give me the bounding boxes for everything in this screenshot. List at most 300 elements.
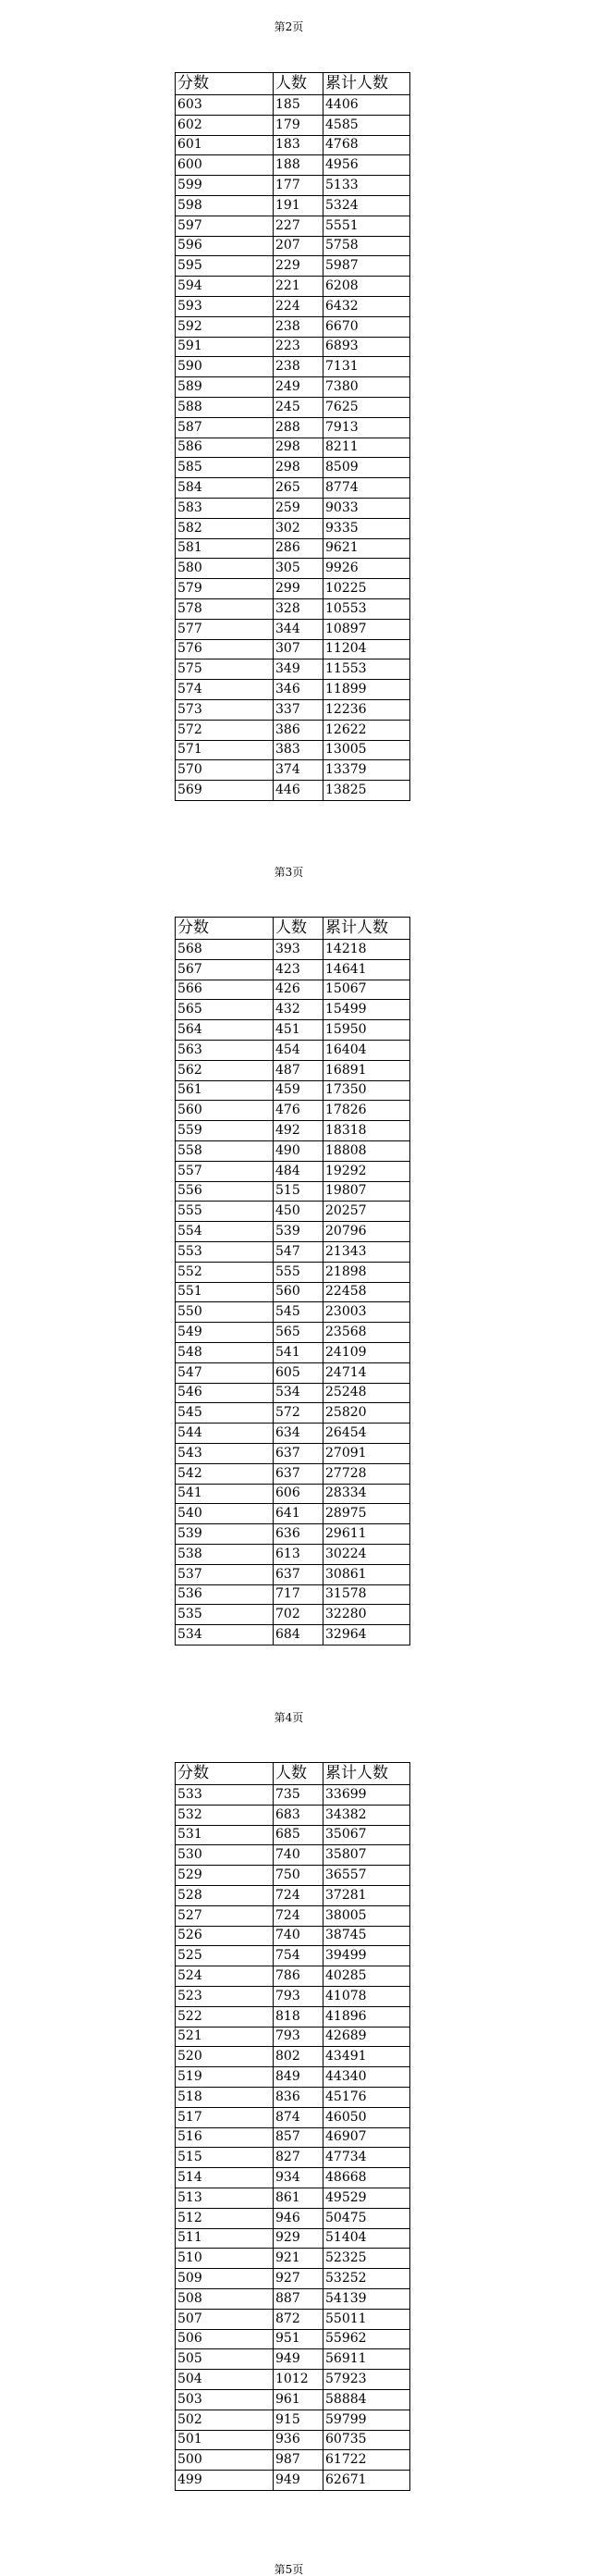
table-cell: 5987 [323,256,410,277]
table-row [176,2006,410,2027]
table-row [176,1905,410,1926]
table-cell: 35067 [323,1825,410,1845]
table-cell: 538 [176,1544,274,1564]
table-cell: 560 [274,1282,323,1302]
table-row [176,1383,410,1403]
table-row [176,2471,410,2491]
table-cell: 543 [176,1443,274,1463]
table-row [176,2127,410,2148]
table-row [176,256,410,277]
table-row [176,720,410,740]
table-cell: 874 [274,2107,323,2127]
table-cell: 601 [176,135,274,155]
table-cell: 575 [176,659,274,680]
table-cell: 9621 [323,538,410,559]
table-cell: 14641 [323,959,410,980]
table-cell: 750 [274,1866,323,1886]
table-cell: 8774 [323,478,410,499]
table-cell: 49529 [323,2188,410,2208]
table-row [176,1282,410,1302]
table-cell: 683 [274,1805,323,1825]
table-cell: 11204 [323,639,410,659]
table-row [176,940,410,960]
table-cell: 18318 [323,1121,410,1141]
table-cell: 52325 [323,2249,410,2269]
table-row [176,195,410,216]
table-row [176,397,410,417]
table-cell: 25820 [323,1403,410,1424]
table-cell: 245 [274,397,323,417]
table-cell: 11899 [323,680,410,700]
table-cell: 446 [274,781,323,801]
table-cell: 38005 [323,1905,410,1926]
header-cell: 累计人数 [323,73,410,95]
table-cell: 39499 [323,1946,410,1966]
table-cell: 227 [274,216,323,236]
table-cell: 849 [274,2067,323,2088]
table-cell: 735 [274,1785,323,1806]
table-cell: 545 [274,1302,323,1323]
table-row [176,438,410,458]
table-cell: 374 [274,760,323,781]
table-cell: 13005 [323,740,410,760]
table-cell: 35807 [323,1845,410,1866]
table-row [176,417,410,438]
table-cell: 573 [176,699,274,720]
table-cell: 584 [176,478,274,499]
table-cell: 40285 [323,1966,410,1987]
table-row [176,980,410,1000]
table-cell: 857 [274,2127,323,2148]
table-cell: 24109 [323,1342,410,1362]
table-cell: 12622 [323,720,410,740]
table-row [176,1040,410,1060]
table-row [176,1222,410,1242]
table-row [176,538,410,559]
table-cell: 583 [176,498,274,518]
table-cell: 636 [274,1524,323,1545]
table-cell: 527 [176,1905,274,1926]
table-cell: 511 [176,2228,274,2249]
table-cell: 183 [274,135,323,155]
table-cell: 44340 [323,2067,410,2088]
table-cell: 423 [274,959,323,980]
table-cell: 502 [176,2410,274,2430]
table-cell: 59799 [323,2410,410,2430]
table-cell: 827 [274,2148,323,2168]
table-row [176,1140,410,1161]
table-row [176,2349,410,2370]
table-cell: 717 [274,1584,323,1605]
table-cell: 949 [274,2471,323,2491]
table-cell: 26454 [323,1424,410,1444]
table-cell: 915 [274,2410,323,2430]
table-cell: 507 [176,2309,274,2329]
table-cell: 47734 [323,2148,410,2168]
table-cell: 598 [176,195,274,216]
page-label: 第5页 [274,2563,304,2576]
table-cell: 514 [176,2168,274,2188]
table-cell: 22458 [323,1282,410,1302]
table-cell: 588 [176,397,274,417]
table-cell: 934 [274,2168,323,2188]
table-row [176,1060,410,1080]
table-cell: 53252 [323,2269,410,2289]
table-cell: 238 [274,357,323,377]
table-cell: 562 [176,1060,274,1080]
table-cell: 951 [274,2329,323,2349]
table-cell: 451 [274,1020,323,1041]
table-cell: 5324 [323,195,410,216]
table-cell: 346 [274,680,323,700]
table-cell: 15499 [323,1000,410,1020]
table-cell: 521 [176,2027,274,2047]
table-cell: 582 [176,518,274,538]
table-cell: 560 [176,1101,274,1121]
table-cell: 393 [274,940,323,960]
table-row [176,277,410,297]
table-cell: 383 [274,740,323,760]
table-row [176,1946,410,1966]
table-row [176,1443,410,1463]
table-cell: 921 [274,2249,323,2269]
table-cell: 515 [176,2148,274,2168]
table-cell: 600 [176,155,274,176]
table-cell: 574 [176,680,274,700]
table-cell: 553 [176,1241,274,1262]
header-cell: 人数 [274,1763,323,1785]
table-cell: 55962 [323,2329,410,2349]
table-cell: 11553 [323,659,410,680]
table-cell: 581 [176,538,274,559]
table-cell: 48668 [323,2168,410,2188]
table-cell: 557 [176,1161,274,1181]
table-row [176,296,410,316]
table-row [176,1424,410,1444]
table-cell: 45176 [323,2087,410,2107]
table-cell: 533 [176,1785,274,1806]
table-cell: 31578 [323,1584,410,1605]
table-row [176,1121,410,1141]
table-cell: 536 [176,1584,274,1605]
table-cell: 9926 [323,559,410,579]
table-row [176,1323,410,1343]
table-row [176,337,410,357]
table-cell: 554 [176,1222,274,1242]
table-row [176,1000,410,1020]
table-cell: 754 [274,1946,323,1966]
table-cell: 490 [274,1140,323,1161]
table-cell: 512 [176,2208,274,2228]
table-cell: 298 [274,458,323,478]
table-cell: 684 [274,1625,323,1645]
table-cell: 724 [274,1905,323,1926]
table-cell: 522 [176,2006,274,2027]
header-cell: 累计人数 [323,918,410,940]
table-cell: 793 [274,1986,323,2006]
table-row [176,1605,410,1625]
table-cell: 724 [274,1885,323,1905]
table-row [176,1866,410,1886]
table-row [176,1302,410,1323]
table-cell: 592 [176,316,274,337]
table-cell: 307 [274,639,323,659]
table-row [176,1484,410,1504]
table-cell: 25248 [323,1383,410,1403]
table-row [176,2107,410,2127]
table-row [176,155,410,176]
table-cell: 15067 [323,980,410,1000]
table-cell: 571 [176,740,274,760]
table-cell: 555 [274,1262,323,1282]
table-row [176,1986,410,2006]
table-row [176,2410,410,2430]
table-cell: 946 [274,2208,323,2228]
table-cell: 302 [274,518,323,538]
table-cell: 539 [176,1524,274,1545]
table-cell: 13825 [323,781,410,801]
table-cell: 546 [176,1383,274,1403]
page-label: 第2页 [274,20,304,33]
table-cell: 569 [176,781,274,801]
table-row [176,2288,410,2309]
table-cell: 586 [176,438,274,458]
table-cell: 265 [274,478,323,499]
table-cell: 6893 [323,337,410,357]
table-cell: 961 [274,2389,323,2410]
table-cell: 4768 [323,135,410,155]
table-row [176,579,410,599]
table-cell: 637 [274,1564,323,1584]
table-cell: 10897 [323,619,410,639]
table-row [176,559,410,579]
table-cell: 17826 [323,1101,410,1121]
table-row [176,2269,410,2289]
table-cell: 16891 [323,1060,410,1080]
table-cell: 60735 [323,2430,410,2450]
table-cell: 500 [176,2450,274,2471]
table-cell: 62671 [323,2471,410,2491]
header-cell: 分数 [176,1763,274,1785]
table-cell: 8509 [323,458,410,478]
table-cell: 685 [274,1825,323,1845]
table-row [176,1020,410,1041]
table-row [176,1825,410,1845]
table-row [176,781,410,801]
table-row [176,498,410,518]
table-cell: 459 [274,1080,323,1101]
table-row [176,2148,410,2168]
table-cell: 328 [274,598,323,619]
table-cell: 499 [176,2471,274,2491]
table-row [176,216,410,236]
table-row [176,458,410,478]
table-cell: 30861 [323,1564,410,1584]
table-cell: 9033 [323,498,410,518]
table-header-row [176,73,410,95]
table-cell: 566 [176,980,274,1000]
table-cell: 544 [176,1424,274,1444]
table-cell: 503 [176,2389,274,2410]
table-cell: 550 [176,1302,274,1323]
table-cell: 587 [176,417,274,438]
table-cell: 46907 [323,2127,410,2148]
table-cell: 786 [274,1966,323,1987]
table-row [176,316,410,337]
table-cell: 6432 [323,296,410,316]
table-cell: 525 [176,1946,274,1966]
table-cell: 33699 [323,1785,410,1806]
table-cell: 606 [274,1484,323,1504]
table-cell: 492 [274,1121,323,1141]
table-cell: 987 [274,2450,323,2471]
table-cell: 539 [274,1222,323,1242]
table-row [176,115,410,135]
table-row [176,1885,410,1905]
table-row [176,1161,410,1181]
table-cell: 37281 [323,1885,410,1905]
table-cell: 534 [274,1383,323,1403]
table-cell: 579 [176,579,274,599]
table-cell: 861 [274,2188,323,2208]
table-cell: 593 [176,296,274,316]
table-cell: 526 [176,1926,274,1946]
table-row [176,2047,410,2067]
table-cell: 41078 [323,1986,410,2006]
table-cell: 793 [274,2027,323,2047]
table-cell: 12236 [323,699,410,720]
table-cell: 179 [274,115,323,135]
header-cell: 分数 [176,73,274,95]
table-cell: 634 [274,1424,323,1444]
table-cell: 7625 [323,397,410,417]
table-cell: 929 [274,2228,323,2249]
table-cell: 524 [176,1966,274,1987]
table-cell: 594 [176,277,274,297]
table-cell: 1012 [274,2370,323,2390]
table-cell: 564 [176,1020,274,1041]
table-cell: 30224 [323,1544,410,1564]
table-cell: 177 [274,176,323,196]
table-cell: 349 [274,659,323,680]
table-cell: 509 [176,2269,274,2289]
table-cell: 595 [176,256,274,277]
table-row [176,176,410,196]
table-cell: 545 [176,1403,274,1424]
table-row [176,478,410,499]
table-row [176,2208,410,2228]
table-cell: 5133 [323,176,410,196]
table-row [176,1181,410,1202]
table-cell: 32280 [323,1605,410,1625]
table-row [176,598,410,619]
table-row [176,236,410,256]
table-cell: 7131 [323,357,410,377]
table-cell: 570 [176,760,274,781]
table-row [176,135,410,155]
table-cell: 532 [176,1805,274,1825]
table-row [176,760,410,781]
table-cell: 337 [274,699,323,720]
header-cell: 分数 [176,918,274,940]
table-row [176,357,410,377]
table-cell: 32964 [323,1625,410,1645]
table-row [176,1805,410,1825]
table-cell: 58884 [323,2389,410,2410]
table-cell: 484 [274,1161,323,1181]
table-cell: 561 [176,1080,274,1101]
table-cell: 510 [176,2249,274,2269]
table-row [176,2309,410,2329]
table-cell: 286 [274,538,323,559]
table-cell: 556 [176,1181,274,1202]
table-cell: 14218 [323,940,410,960]
table-cell: 547 [274,1241,323,1262]
table-cell: 20257 [323,1202,410,1222]
table-row [176,2188,410,2208]
table-header-row [176,918,410,940]
table-cell: 585 [176,458,274,478]
table-cell: 288 [274,417,323,438]
header-cell: 累计人数 [323,1763,410,1785]
table-cell: 613 [274,1544,323,1564]
table-cell: 578 [176,598,274,619]
table-row [176,740,410,760]
table-cell: 558 [176,1140,274,1161]
table-cell: 530 [176,1845,274,1866]
table-cell: 549 [176,1323,274,1343]
table-cell: 16404 [323,1040,410,1060]
table-cell: 637 [274,1463,323,1484]
table-cell: 24714 [323,1362,410,1383]
table-row [176,1080,410,1101]
table-cell: 515 [274,1181,323,1202]
table-cell: 185 [274,95,323,116]
table-cell: 541 [176,1484,274,1504]
table-cell: 501 [176,2430,274,2450]
table-cell: 450 [274,1202,323,1222]
table-cell: 54139 [323,2288,410,2309]
table-cell: 7380 [323,377,410,398]
table-cell: 596 [176,236,274,256]
table-cell: 552 [176,1262,274,1282]
table-cell: 516 [176,2127,274,2148]
table-cell: 41896 [323,2006,410,2027]
table-row [176,95,410,116]
table-cell: 577 [176,619,274,639]
table-row [176,1524,410,1545]
table-cell: 21343 [323,1241,410,1262]
page-label: 第3页 [274,866,304,879]
table-cell: 6208 [323,277,410,297]
table-cell: 432 [274,1000,323,1020]
table-cell: 572 [176,720,274,740]
table-cell: 518 [176,2087,274,2107]
table-cell: 702 [274,1605,323,1625]
table-row [176,680,410,700]
table-cell: 517 [176,2107,274,2127]
table-cell: 29611 [323,1524,410,1545]
table-cell: 563 [176,1040,274,1060]
table-cell: 565 [274,1323,323,1343]
table-cell: 602 [176,115,274,135]
table-cell: 51404 [323,2228,410,2249]
table-row [176,1926,410,1946]
table-cell: 223 [274,337,323,357]
table-cell: 298 [274,438,323,458]
table-cell: 305 [274,559,323,579]
table-cell: 508 [176,2288,274,2309]
